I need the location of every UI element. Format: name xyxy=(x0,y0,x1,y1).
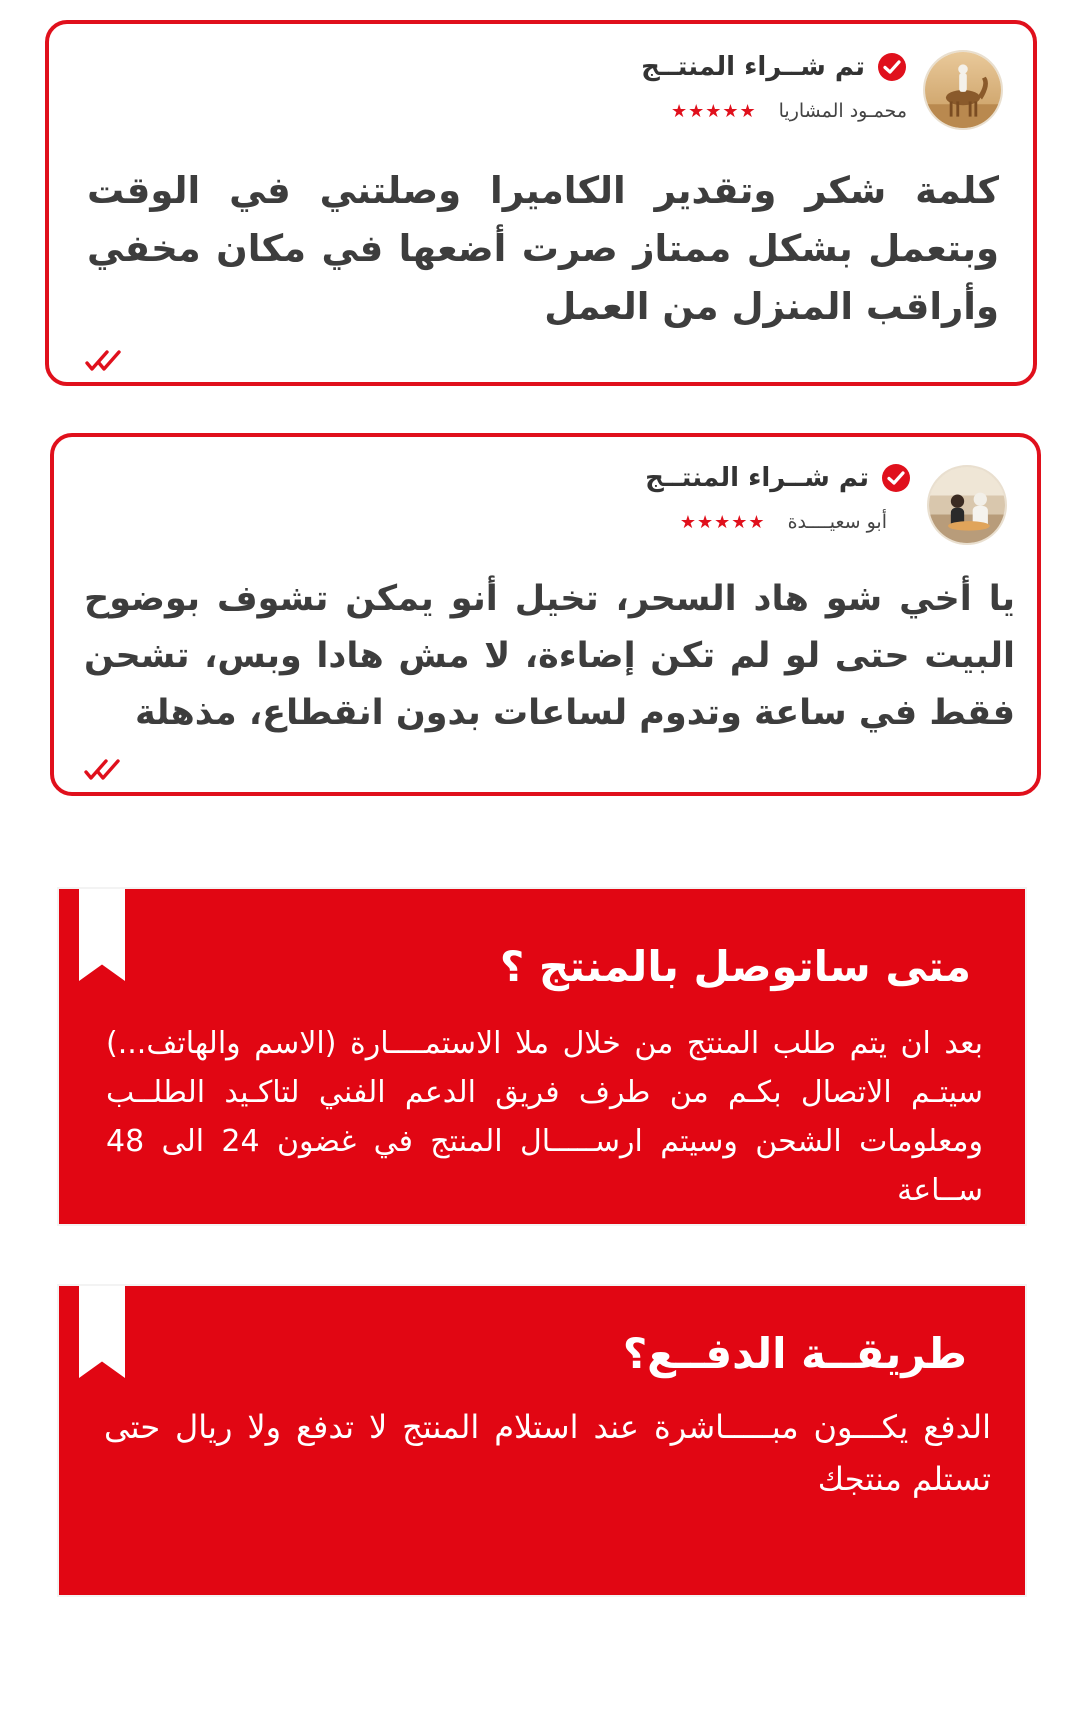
double-check-icon xyxy=(85,349,127,371)
panel-title: طريقــة الدفــع؟ xyxy=(622,1329,967,1378)
reviewer-avatar xyxy=(927,465,1007,545)
purchase-label: تم شــراء المنتــج xyxy=(645,463,869,493)
avatar-family-icon xyxy=(929,467,1005,543)
avatar-camel-rider-icon xyxy=(925,52,1001,128)
reviewer-row xyxy=(671,100,907,122)
reviewer-row xyxy=(680,511,887,533)
verified-check-icon xyxy=(877,52,907,82)
review-text: يا أخي شو هاد السحر، تخيل أنو يمكن تشوف بوضوح البيت حتى لو لم تكن إضاءة، لا مش هادا وبس، تشحن فقط في ساعة وتدوم لساعات بدون انقطاع، مذهلة xyxy=(84,579,1015,733)
bookmark-ribbon-icon xyxy=(79,1286,125,1378)
bookmark-ribbon-icon xyxy=(79,889,125,981)
payment-info-panel xyxy=(59,1286,1025,1595)
panel-title: متى ساتوصل بالمنتج ؟ xyxy=(499,942,971,991)
reviewer-name: محمـود المشاريا xyxy=(778,100,907,122)
purchase-verified-row xyxy=(641,52,907,82)
review-card xyxy=(50,433,1041,796)
reviewer-name: أبو سعيــــدة xyxy=(787,511,887,533)
purchase-verified-row xyxy=(645,463,911,493)
review-text: كلمة شكر وتقدير الكاميرا وصلتني في الوقت وبتعمل بشكل ممتاز صرت أضعها في مكان مخفي وأراقب المنزل من العمل xyxy=(87,169,999,328)
review-card xyxy=(45,20,1037,386)
rating-stars: ★★★★★ xyxy=(670,100,757,122)
delivery-info-panel xyxy=(59,889,1025,1224)
verified-check-icon xyxy=(881,463,911,493)
reviewer-avatar xyxy=(923,50,1003,130)
panel-body: بعد ان يتم طلب المنتج من خلال ملا الاستمــــارة (الاسم والهاتف...) سيتـم الاتصال بكـم من طرف فريق الدعم الفني لتاكـيد الطلــب ومعلومات الشحن وسيتم ارســـــال المنتج في غضون 24 الى 48 ســاعة xyxy=(106,1026,983,1208)
double-check-icon xyxy=(84,758,126,780)
rating-stars: ★★★★★ xyxy=(679,511,766,533)
purchase-label: تم شــراء المنتــج xyxy=(641,52,865,82)
panel-body: الدفع يكـــون مبـــــاشرة عند استلام المنتج لا تدفع ولا ريال حتى تستلم منتجك xyxy=(104,1408,991,1498)
